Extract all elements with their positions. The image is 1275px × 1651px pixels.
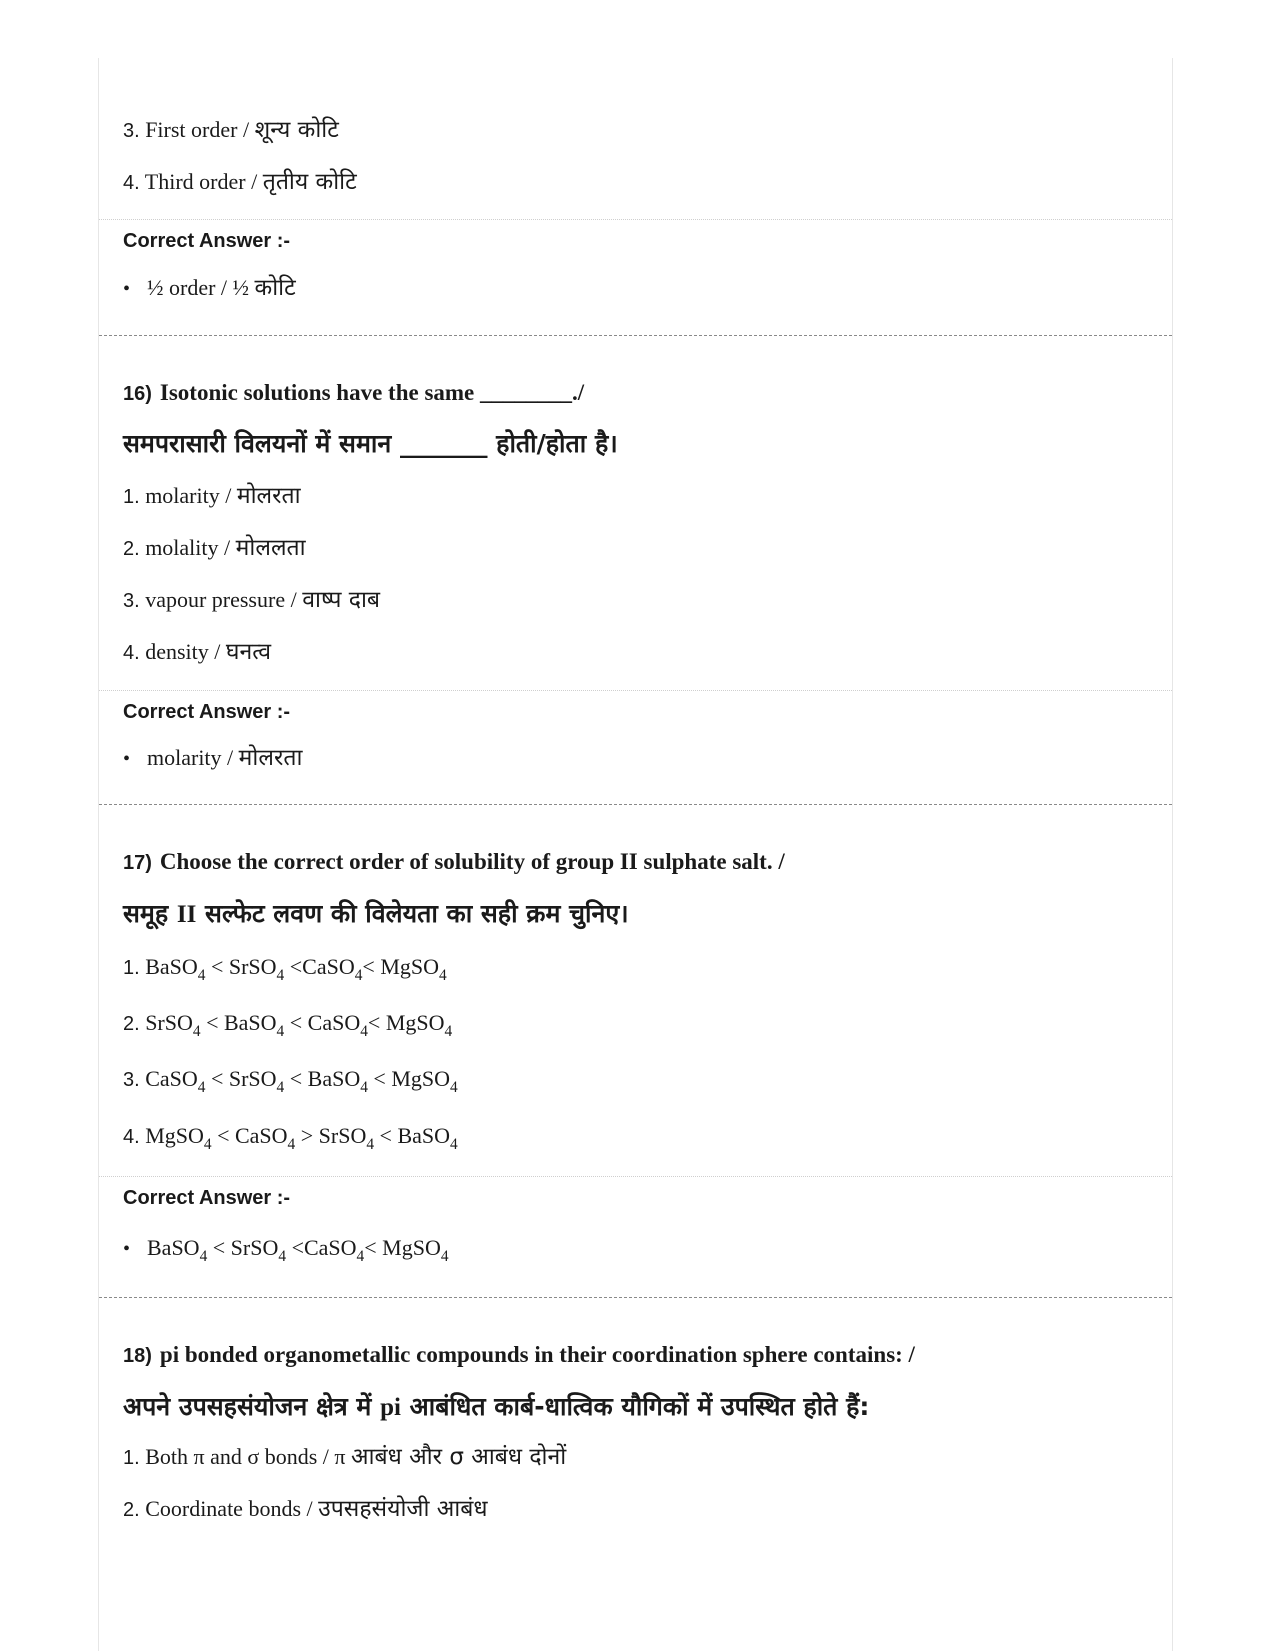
q17-question-hi: समूह II सल्फेट लवण की विलेयता का सही क्रम चुनिए।: [123, 899, 629, 928]
q16-option-4: 4. density / घनत्व: [123, 639, 272, 665]
q15-option-3: 3. First order / शून्य कोटि: [123, 117, 339, 143]
q16-option-3: 3. vapour pressure / वाष्प दाब: [123, 587, 381, 613]
q17-correct-answer: • BaSO$_4$ < SrSO$_4$ <CaSO$_4$< MgSO$_4$: [123, 1235, 449, 1265]
q17-option-1: 1. BaSO$_4$ < SrSO$_4$ <CaSO$_4$< MgSO$_4$: [123, 954, 447, 984]
q17-option-2: 2. SrSO$_4$ < BaSO$_4$ < CaSO$_4$< MgSO$_4$: [123, 1010, 453, 1040]
q18-option-2: 2. Coordinate bonds / उपसहसंयोजी आबंध: [123, 1496, 488, 1522]
q18-question-hi: अपने उपसहसंयोजन क्षेत्र में pi आबंधित कार्ब-धात्विक यौगिकों में उपस्थित होते हैं:: [123, 1392, 870, 1421]
q15-correct-answer-label: Correct Answer :-: [123, 230, 291, 252]
q15-correct-answer: • ½ order / ½ कोटि: [123, 275, 296, 301]
page-frame: [98, 58, 1173, 1651]
q17-correct-answer-label: Correct Answer :-: [123, 1187, 291, 1209]
q16-option-2: 2. molality / मोललता: [123, 535, 306, 561]
q17-option-4: 4. MgSO$_4$ < CaSO$_4$ > SrSO$_4$ < BaSO$_4$: [123, 1123, 458, 1153]
question-separator: [99, 804, 1172, 805]
divider: [99, 219, 1172, 220]
divider: [99, 1176, 1172, 1177]
q17-option-3: 3. CaSO$_4$ < SrSO$_4$ < BaSO$_4$ < MgSO$_4$: [123, 1066, 458, 1096]
question-separator: [99, 1297, 1172, 1298]
q16-question-en: 16) Isotonic solutions have the same ________./: [123, 380, 585, 405]
q17-question-en: 17) Choose the correct order of solubility of group II sulphate salt. /: [123, 849, 785, 874]
question-separator: [99, 335, 1172, 336]
q16-correct-answer: • molarity / मोलरता: [123, 745, 303, 771]
divider: [99, 690, 1172, 691]
q16-option-1: 1. molarity / मोलरता: [123, 483, 301, 509]
q16-question-hi: समपरासारी विलयनों में समान _______ होती/होता है।: [123, 429, 618, 458]
q15-option-4: 4. Third order / तृतीय कोटि: [123, 169, 357, 195]
q18-question-en: 18) pi bonded organometallic compounds in their coordination sphere contains: /: [123, 1342, 915, 1367]
q16-correct-answer-label: Correct Answer :-: [123, 701, 291, 723]
q18-option-1: 1. Both π and σ bonds / π आबंध और σ आबंध दोनों: [123, 1444, 567, 1470]
